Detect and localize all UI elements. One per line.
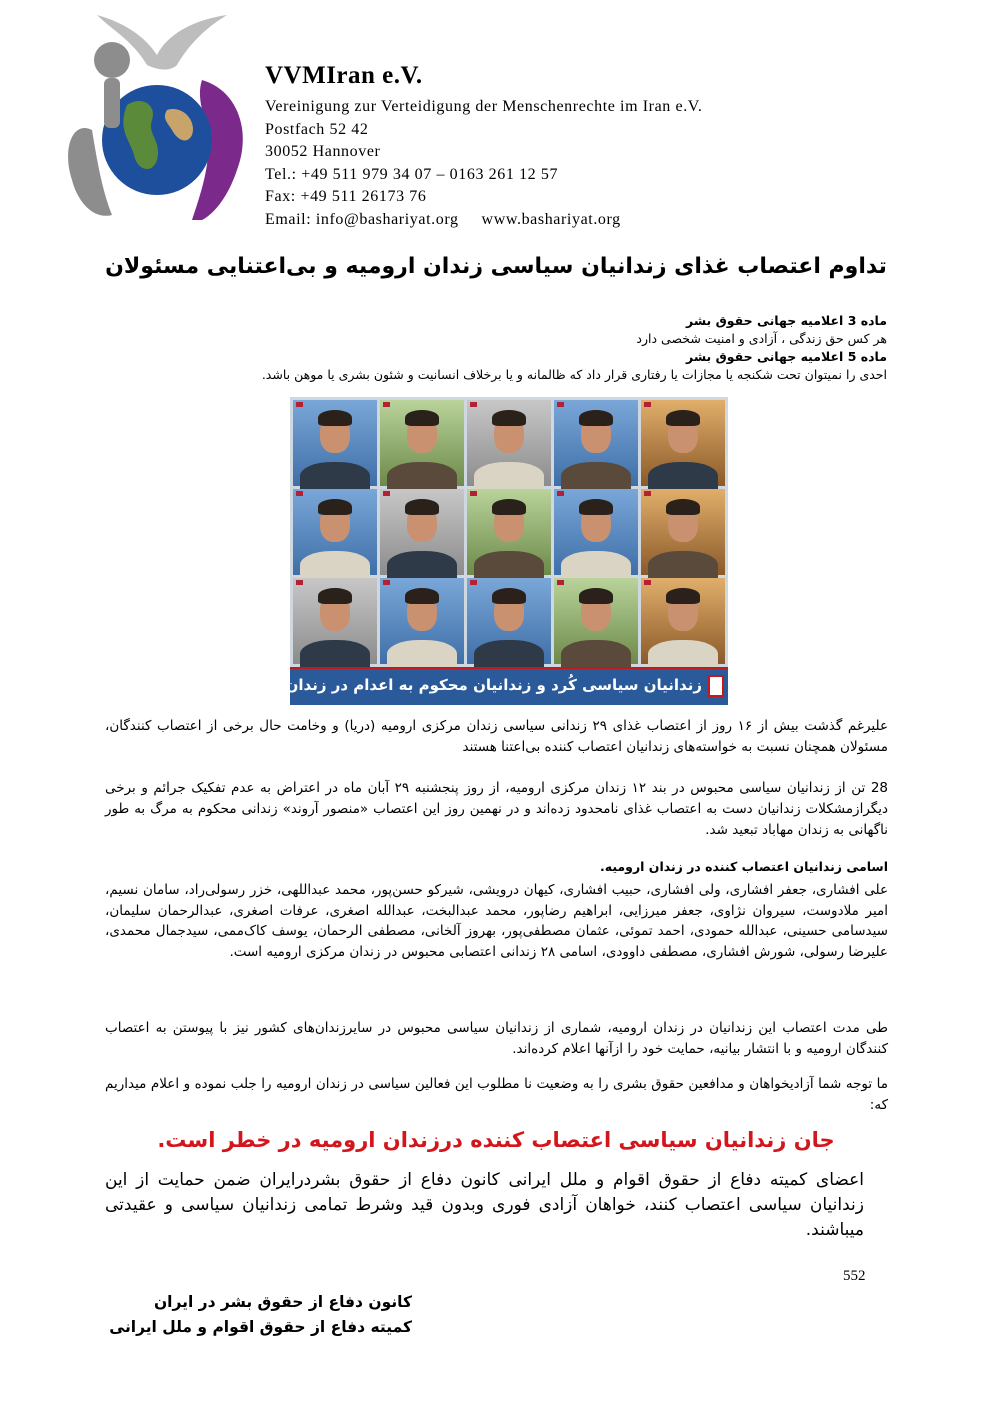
paragraph-solidarity: طی مدت اعتصاب این زندانیان در زندان ارومیه، شماری از زندانیان سیاسی محبوس در سایرزندان‌های کشور نیز با پیوستن به اعتصاب کنندگان ارومیه و با انتشار بیانیه، حمایت خود را ازآنها اعلام کرده‌اند. — [105, 1020, 888, 1057]
article-3-text: هر کس حق زندگی ، آزادی و امنیت شخصی دارد — [636, 331, 887, 346]
prisoner-portrait — [467, 578, 551, 664]
org-tel: Tel.: +49 511 979 34 07 – 0163 261 12 57 — [265, 165, 559, 183]
prisoner-portrait — [641, 400, 725, 486]
article-5-text: احدی را نمیتوان تحت شکنجه یا مجازات یا رفتاری قرار داد که ظالمانه و یا برخلاف انسانیت و شئون بشری یا موهن باشد. — [261, 367, 887, 382]
org-full-name: Vereinigung zur Verteidigung der Menschenrechte im Iran e.V. — [265, 98, 703, 115]
signature-line-2: کمیته دفاع از حقوق اقوام و ملل ایرانی — [109, 1318, 412, 1336]
prisoner-portrait — [554, 489, 638, 575]
prisoner-portrait — [293, 400, 377, 486]
org-fax: Fax: +49 511 26173 76 — [265, 188, 427, 205]
prisoner-portrait — [554, 400, 638, 486]
photo-banner — [232, 667, 728, 705]
prisoner-portrait — [380, 489, 464, 575]
paragraph-ward-12: 28 تن از زندانیان سیاسی محبوس در بند ۱۲ زندان مرکزی ارومیه، از روز پنجشنبه ۲۹ آبان ماه در اعتراض به عدم تفکیک جرائم و برخی دیگرازمشکلات زندانیان دست به اعتصاب غذای نامحدود زده‌اند و در نهمین روز این اعتصاب «منصور آروند» زندانی محکوم به مرگ به طور ناگهانی به زندان مهاباد تبعید شد. — [105, 780, 888, 838]
prisoner-portrait — [467, 400, 551, 486]
prisoner-portrait — [467, 489, 551, 575]
page-number: 552 — [843, 1268, 866, 1284]
prisoner-portrait — [380, 578, 464, 664]
org-postfach: Postfach 52 42 — [265, 120, 369, 138]
document-title: تداوم اعتصاب غذای زندانیان سیاسی زندان ارومیه و بی‌اعتنایی مسئولان — [105, 254, 887, 279]
names-list: علی افشاری، جعفر افشاری، ولی افشاری، حبیب افشاری، کیهان درویشی، شیرکو حسن‌پور، محمد عبداللهی، خزر رسولی‌راد، سامان نسیم، امیر ملادوست، سیروان نژاوی، جعفر میرزایی، ابراهیم رضاپور، محمد عبدالبخت، عبدالله اصغری، عرفات اصغری، عبدالرحمان سلیمان، سیدسامی حسینی، عبدالله حمودی، احمد تموئی، عثمان مصطفی‌پور، بهروز آلخانی، مصطفی الرحمان، یوسف کاک‌ممی، سیدجمال محمدی، علیرضا رسولی، شورش افشاری، مصطفی داوودی، اسامی ۲۸ زندانی اعتصابی محبوس در زندان مرکزی ارومیه است. — [105, 882, 888, 960]
prisoner-portrait — [293, 578, 377, 664]
prisoner-portrait — [641, 578, 725, 664]
prisoner-portrait — [641, 489, 725, 575]
organization-logo — [52, 10, 252, 230]
org-name: VVMIran e.V. — [265, 62, 423, 89]
flag-icon — [708, 675, 724, 697]
signature-block — [102, 1290, 412, 1340]
paragraph-call: ما توجه شما آزادیخواهان و مدافعین حقوق بشری را به وضعیت نا مطلوب این فعالین سیاسی در زندان ارومیه را جلب نموده و اعلام میداریم که: — [105, 1076, 888, 1113]
paragraph-demand: اعضای کمیته دفاع از حقوق اقوام و ملل ایرانی کانون دفاع از حقوق بشردرایران ضمن حمایت از این زندانیان سیاسی اعتصاب کنند، خواهان آزادی فوری وبدون قید وشرط تمامی زندانیان سیاسی و عقیدتی میباشند. — [105, 1170, 864, 1240]
portrait-grid — [290, 397, 728, 667]
signature-line-1: کانون دفاع از حقوق بشر در ایران — [153, 1293, 412, 1311]
article-5-heading: ماده 5 اعلامیه جهانی حقوق بشر — [686, 349, 887, 364]
photo-banner-text: زندانیان سیاسی کُرد و زندانیان محکوم به اعدام در زندان ارومیه — [232, 676, 702, 694]
human-rights-articles — [100, 312, 887, 384]
prisoner-portrait — [554, 578, 638, 664]
article-3-heading: ماده 3 اعلامیه جهانی حقوق بشر — [686, 313, 887, 328]
org-city: 30052 Hannover — [265, 143, 381, 160]
prisoner-portrait — [293, 489, 377, 575]
paragraph-hunger-strike: علیرغم گذشت بیش از ۱۶ روز از اعتصاب غذای ۲۹ زندانی سیاسی زندان مرکزی ارومیه (دریا) و وخامت حال برخی از اعتصاب کنندگان، مسئولان همچنان نسبت به خواسته‌های زندانیان اعتصاب کننده بی‌اعتنا هستند — [105, 718, 888, 755]
org-email-web: Email: info@bashariyat.org www.bashariyat.org — [265, 210, 621, 228]
names-heading: اسامی زندانیان اعتصاب کننده در زندان ارومیه. — [600, 859, 888, 874]
organization-header — [265, 62, 703, 231]
alert-headline: جان زندانیان سیاسی اعتصاب کننده درزندان ارومیه در خطر است. — [157, 1128, 835, 1152]
prisoner-portrait — [380, 400, 464, 486]
prisoners-photo-collage — [232, 397, 728, 703]
